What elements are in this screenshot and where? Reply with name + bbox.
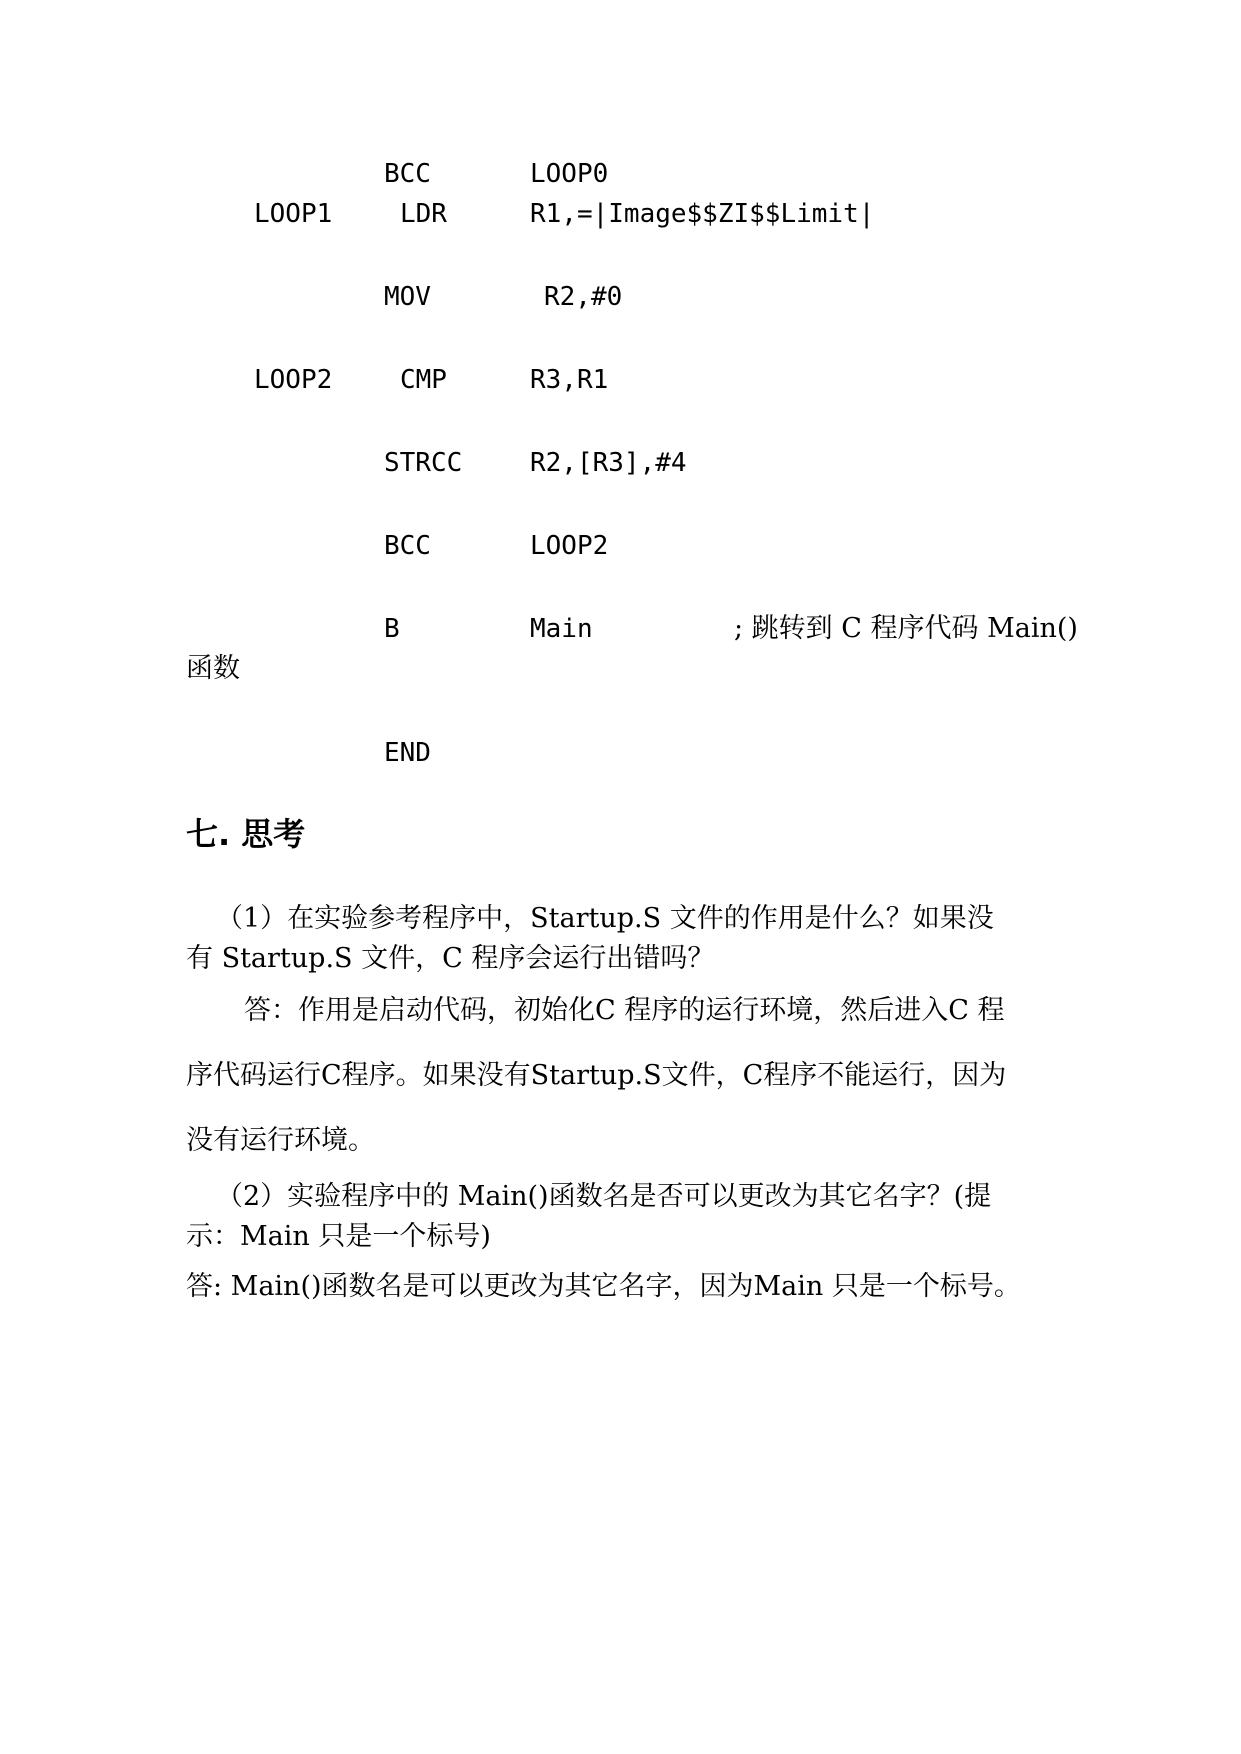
answer-text: 答: Main()函数名是可以更改为其它名字，因为Main 只是一个标号。 <box>186 1271 1021 1302</box>
code-op: CMP <box>400 365 447 395</box>
code-arg: R3,R1 <box>530 365 609 395</box>
question-text: 示：Main 只是一个标号) <box>186 1221 491 1252</box>
code-op: BCC <box>384 531 431 561</box>
section-title: 七. 思考 <box>186 815 306 853</box>
code-op: LDR <box>400 199 447 229</box>
answer-text: 没有运行环境。 <box>186 1125 375 1156</box>
code-comment: ; 跳转到 C 程序代码 Main() <box>734 613 1078 644</box>
question-text: （2）实验程序中的 Main()函数名是否可以更改为其它名字？(提 <box>216 1181 992 1212</box>
code-comment-continued: 函数 <box>186 653 240 684</box>
code-op: STRCC <box>384 448 463 478</box>
answer-text: 答：作用是启动代码，初始化C 程序的运行环境，然后进入C 程 <box>244 995 1005 1026</box>
code-label: LOOP1 <box>254 199 333 229</box>
question-text: （1）在实验参考程序中，Startup.S 文件的作用是什么？如果没 <box>216 903 994 934</box>
answer-text: 序代码运行C程序。如果没有Startup.S文件，C程序不能运行，因为 <box>186 1060 1007 1091</box>
code-op: B <box>384 614 400 644</box>
code-arg: LOOP0 <box>530 159 609 189</box>
question-text: 有 Startup.S 文件，C 程序会运行出错吗？ <box>186 943 715 974</box>
code-label: LOOP2 <box>254 365 333 395</box>
code-arg: R1,=|Image$$ZI$$Limit| <box>530 199 875 229</box>
code-arg: R2,[R3],#4 <box>530 448 687 478</box>
code-op: MOV <box>384 282 431 312</box>
code-op: BCC <box>384 159 431 189</box>
code-op: END <box>384 738 431 768</box>
code-arg: R2,#0 <box>544 282 623 312</box>
code-arg: LOOP2 <box>530 531 609 561</box>
code-arg: Main <box>530 614 593 644</box>
